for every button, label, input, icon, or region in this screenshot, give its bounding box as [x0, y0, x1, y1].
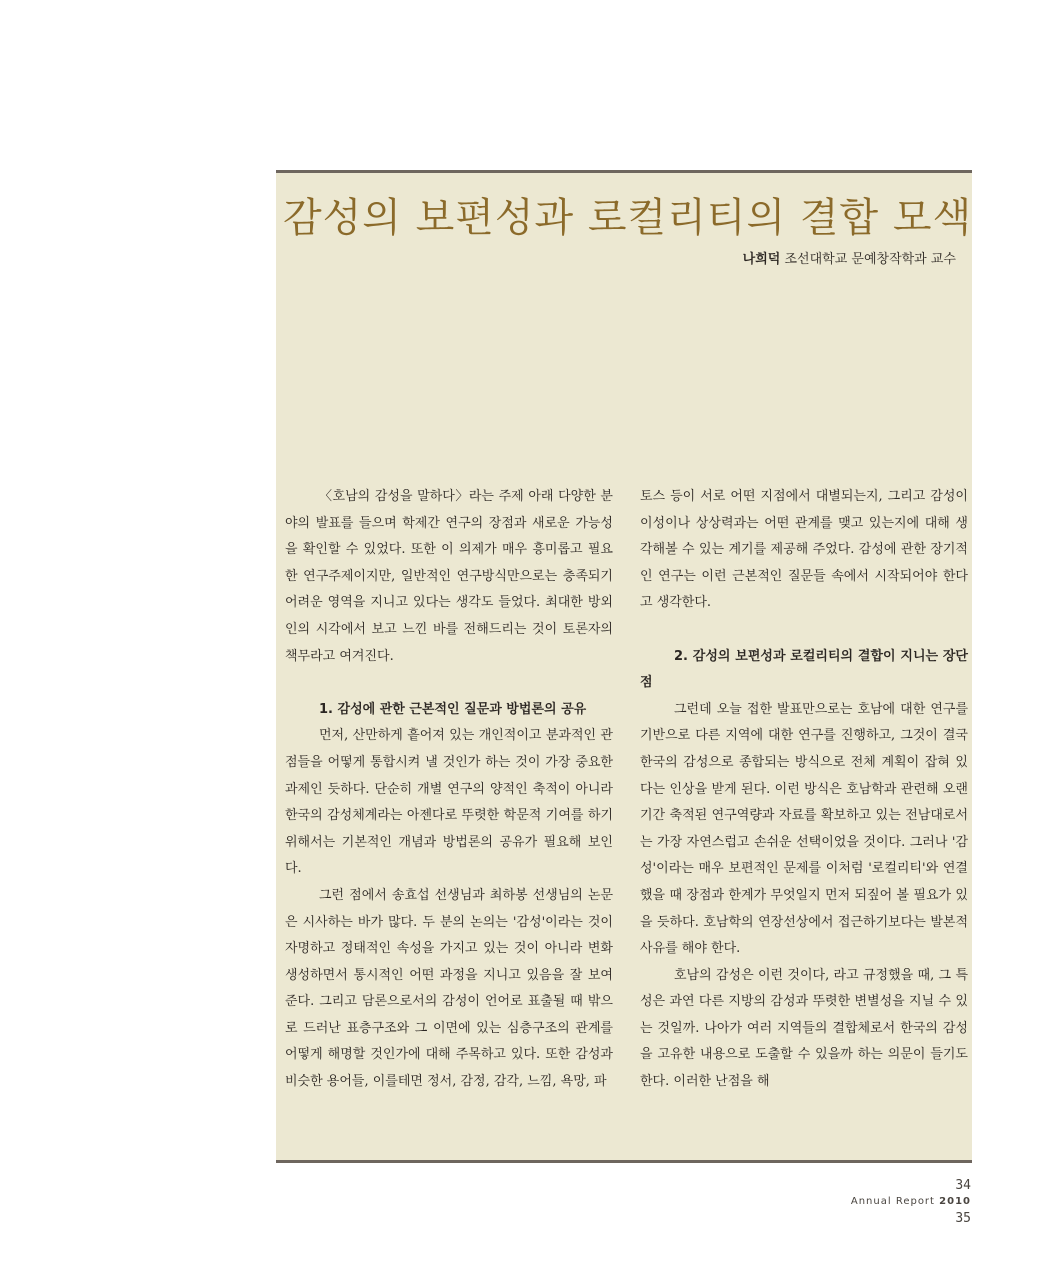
paragraph: 그런데 오늘 접한 발표만으로는 호남에 대한 연구를 기반으로 다른 지역에 대한 연구를 진행하고, 그것이 결국 한국의 감성으로 종합되는 방식으로 전체 계획이 잡혀 있다는 인상을 받게 된다. 이런 방식은 호남학과 관련해 오랜 기간 축적된 연구역량과 자료를 확보하고 있는 전남대로서는 가장 자연스럽고 손쉬운 선택이었을 것이다. 그러나 '감성'이라는 매우 보편적인 문제를 이처럼 '로컬리티'와 연결했을 때 장점과 한계가 무엇일지 먼저 되짚어 볼 필요가 있을 듯하다. 호남학의 연장선상에서 접근하기보다는 발본적 사유를 해야 한다. [640, 701, 968, 957]
report-name: Annual Report [850, 1196, 935, 1207]
report-label [851, 1196, 971, 1207]
author-name: 나희덕 [742, 252, 781, 267]
text-column-left [285, 484, 613, 1096]
section-heading: 1. 감성에 관한 근본적인 질문과 방법론의 공유 [319, 701, 587, 717]
article-title: 감성의 보편성과 로컬리티의 결합 모색 [283, 195, 973, 241]
author-byline [743, 248, 956, 267]
author-affiliation: 조선대학교 문예창작학과 교수 [784, 252, 956, 267]
text-column-right [640, 484, 968, 1096]
page-number-left: 34 [955, 1178, 971, 1193]
paragraph: 그런 점에서 송효섭 선생님과 최하봉 선생님의 논문은 시사하는 바가 많다. 두 분의 논의는 '감성'이라는 것이 자명하고 정태적인 속성을 가지고 있는 것이 아니라 변화 생성하면서 통시적인 어떤 과정을 지니고 있음을 잘 보여준다. 그리고 담론으로서의 감성이 언어로 표출될 때 밖으로 드러난 표층구조와 그 이면에 있는 심층구조의 관계를 어떻게 해명할 것인가에 대해 주목하고 있다. 또한 감성과 비슷한 용어들, 이를테면 정서, 감정, 감각, 느낌, 욕망, 파 [285, 887, 613, 1090]
paragraph: 먼저, 산만하게 흩어져 있는 개인적이고 분과적인 관점들을 어떻게 통합시켜 낼 것인가 하는 것이 가장 중요한 과제인 듯하다. 단순히 개별 연구의 양적인 축적이 아니라 한국의 감성체계라는 아젠다로 뚜렷한 학문적 기여를 하기 위해서는 기본적인 개념과 방법론의 공유가 필요해 보인다. [285, 728, 613, 877]
page-number-right: 35 [955, 1211, 971, 1226]
paragraph: 토스 등이 서로 어떤 지점에서 대별되는지, 그리고 감성이 이성이나 상상력과는 어떤 관계를 맺고 있는지에 대해 생각해볼 수 있는 계기를 제공해 주었다. 감성에 관한 장기적인 연구는 이런 근본적인 질문들 속에서 시작되어야 한다고 생각한다. [640, 489, 968, 611]
report-year: 2010 [939, 1196, 971, 1207]
section-heading: 2. 감성의 보편성과 로컬리티의 결합이 지니는 장단점 [640, 648, 968, 691]
paragraph: 호남의 감성은 이런 것이다, 라고 규정했을 때, 그 특성은 과연 다른 지방의 감성과 뚜렷한 변별성을 지닐 수 있는 것일까. 나아가 여러 지역들의 결합체로서 한국의 감성을 고유한 내용으로 도출할 수 있을까 하는 의문이 들기도 한다. 이러한 난점을 해 [640, 967, 968, 1090]
paragraph: 〈호남의 감성을 말하다〉라는 주제 아래 다양한 분야의 발표를 들으며 학제간 연구의 장점과 새로운 가능성을 확인할 수 있었다. 또한 이 의제가 매우 흥미롭고 필요한 연구주제이지만, 일반적인 연구방식만으로는 충족되기 어려운 영역을 지니고 있다는 생각도 들었다. 최대한 방외인의 시각에서 보고 느낀 바를 전해드리는 것이 토론자의 책무라고 여겨진다. [285, 489, 613, 664]
